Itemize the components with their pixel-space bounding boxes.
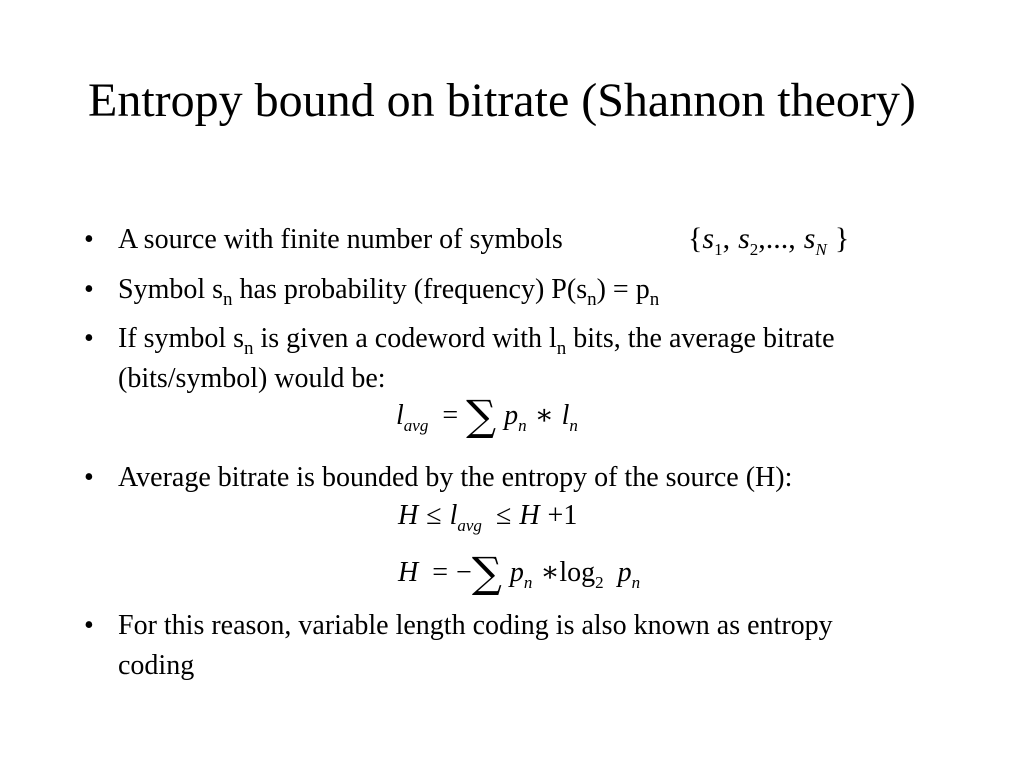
formula-one: 1 [563,500,578,531]
formula-sub: 2 [749,240,759,259]
formula-sub: avg [457,516,482,535]
formula-le: ≤ [426,500,442,531]
sigma-symbol: ∑ [466,391,497,440]
formula-comma: , [722,222,731,255]
slide-title: Entropy bound on bitrate (Shannon theory) [88,74,916,127]
bullet-text: bits, the average bitrate [566,323,835,354]
bullet-text: Symbol s [118,274,224,305]
formula-minus: − [456,557,472,588]
bullet-line: coding [118,650,195,681]
formula-s: s [738,222,750,255]
formula-le: ≤ [495,500,512,531]
formula-sub: n [569,416,578,435]
formula-plus: + [547,500,564,531]
formula-sub: 2 [595,573,604,592]
entropy-formula [398,548,641,597]
subscript: n [587,289,597,310]
formula-sub: n [523,573,533,592]
bullet-item-source [118,220,563,260]
formula-s: s [702,222,715,255]
formula-p: p [617,557,632,588]
bullet-text: ) = p [596,274,650,305]
formula-s: s [803,222,816,255]
bullet-line: For this reason, variable length coding is also known as entropy [118,610,833,641]
formula-sub: N [815,240,827,259]
bullet-text: has probability (frequency) P(s [232,274,588,305]
formula-times: ∗ [534,400,554,431]
formula-log: log [559,557,596,588]
formula-l: l [449,500,458,531]
formula-equals: = [442,400,459,431]
formula-p: p [509,557,524,588]
bullet-marker: • [84,610,94,641]
bullet-marker: • [84,323,94,354]
formula-sub: n [631,573,641,592]
bullet-marker: • [84,462,94,493]
formula-l: l [396,400,404,431]
formula-H: H [398,557,419,588]
bullet-text: A source with finite number of symbols [118,224,563,255]
formula-l: l [561,400,570,431]
bullet-marker: • [84,224,94,255]
sigma-symbol: ∑ [471,548,502,597]
formula-brace-close: } [834,222,850,255]
formula-sub: 1 [714,240,723,259]
bullet-text: If symbol s [118,323,244,354]
formula-sub: n [518,416,527,435]
bullet-text: is given a codeword with l [253,323,557,354]
formula-equals: = [432,557,449,588]
formula-sub: avg [403,416,429,435]
bullet-line: (bits/symbol) would be: [118,363,386,394]
formula-dots: ,..., [758,222,796,255]
bullet-item-entropy-bound [118,458,792,498]
bullet-item-probability [118,270,659,310]
bullet-text: Average bitrate is bounded by the entropy of the source (H): [118,462,793,493]
subscript: n [649,289,660,310]
bullet-item-codeword [118,319,835,399]
formula-H: H [519,500,540,531]
formula-times: ∗ [540,557,560,588]
average-bitrate-formula [396,391,578,440]
formula-brace-open: { [688,222,703,255]
bullet-line [118,319,835,359]
entropy-bound-formula [398,500,578,535]
subscript: n [223,289,233,310]
symbol-set-formula [688,222,850,259]
bullet-item-entropy-coding [118,606,833,686]
formula-H: H [398,500,419,531]
subscript: n [556,338,567,359]
bullet-marker: • [84,274,94,305]
formula-p: p [504,400,519,431]
subscript: n [244,338,254,359]
